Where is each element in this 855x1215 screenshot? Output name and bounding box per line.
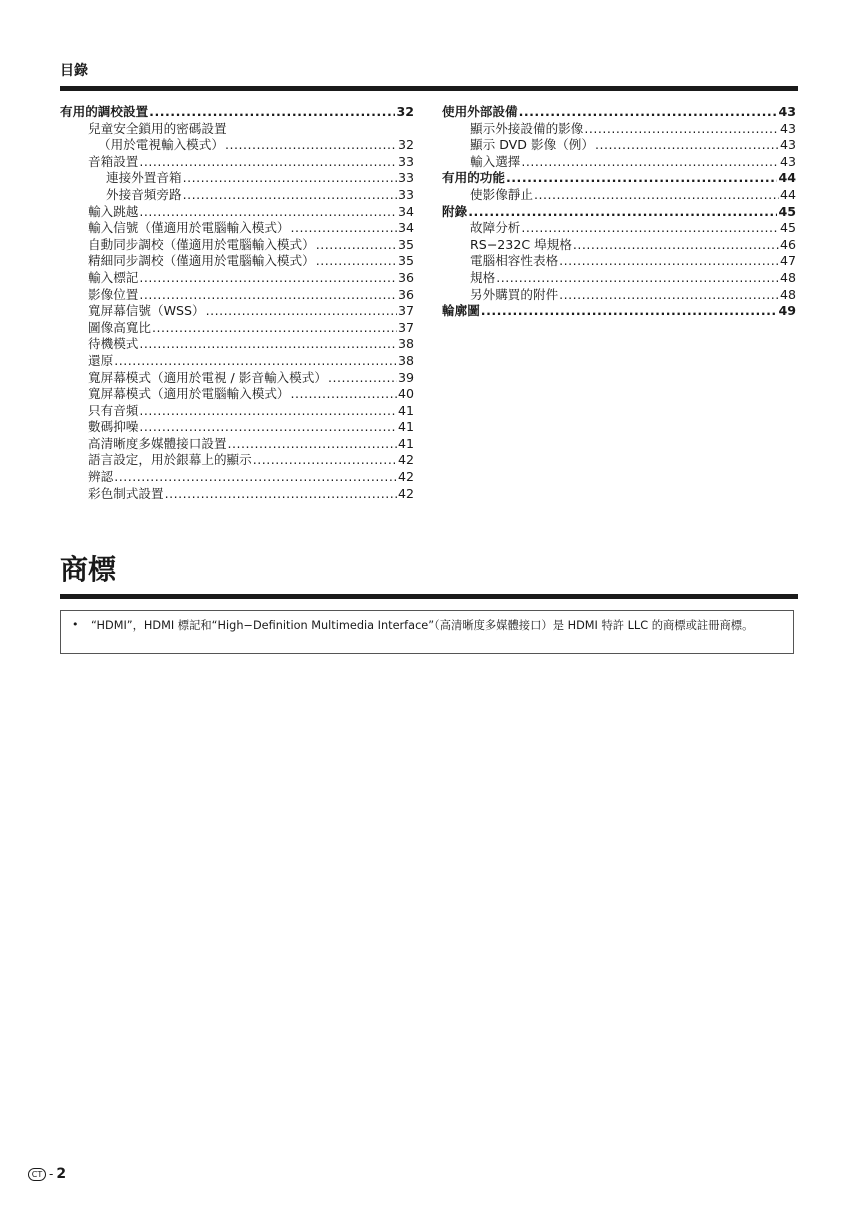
toc-entry-page: 48 bbox=[779, 286, 796, 302]
toc-entry-title: 辨認 bbox=[88, 469, 114, 485]
toc-entry-title: 寬屏幕模式（適用於電視 / 影音輸入模式） bbox=[88, 369, 327, 385]
trademark-heading: 商標 bbox=[60, 553, 117, 586]
toc-entry-title: 規格 bbox=[470, 269, 496, 285]
toc-entry-title: 彩色制式設置 bbox=[88, 485, 164, 501]
toc-entry-title: RS−232C 埠規格 bbox=[470, 236, 572, 252]
toc-dot-leader bbox=[139, 336, 397, 353]
toc-entry-page: 45 bbox=[778, 203, 796, 219]
toc-entry-page: 39 bbox=[397, 369, 414, 385]
toc-entry-title: 附錄 bbox=[442, 203, 468, 219]
page-footer bbox=[28, 1166, 66, 1182]
toc-entry[interactable] bbox=[442, 253, 796, 270]
header-rule bbox=[60, 86, 798, 91]
toc-entry-page: 44 bbox=[779, 186, 796, 202]
toc-entry-title: 數碼抑噪 bbox=[88, 419, 139, 435]
toc-section-entry[interactable] bbox=[442, 204, 796, 221]
toc-entry[interactable] bbox=[442, 220, 796, 237]
toc-entry-page: 34 bbox=[397, 203, 414, 219]
toc-dot-leader bbox=[584, 121, 779, 138]
toc-dot-leader bbox=[139, 270, 397, 287]
toc-dot-leader bbox=[183, 170, 397, 187]
toc-entry-page: 43 bbox=[779, 120, 796, 136]
trademark-text: “HDMI”，HDMI 標記和“High−Definition Multimedia Interface”（高清晰度多媒體接口）是 HDMI 特許 LLC 的商標或註冊商標。 bbox=[91, 619, 754, 632]
toc-entry-page: 33 bbox=[397, 170, 414, 186]
toc-dot-leader bbox=[253, 452, 397, 469]
toc-entry[interactable] bbox=[60, 270, 414, 287]
toc-entry[interactable] bbox=[442, 121, 796, 138]
toc-entry-title: （用於電視輸入模式） bbox=[98, 137, 224, 153]
toc-dot-leader bbox=[139, 403, 397, 420]
toc-dot-leader bbox=[165, 486, 397, 503]
toc-column-left bbox=[60, 104, 414, 502]
toc-dot-leader bbox=[559, 287, 779, 304]
toc-dot-leader bbox=[328, 370, 397, 387]
toc-section-entry[interactable] bbox=[60, 104, 414, 121]
toc-entry[interactable] bbox=[60, 353, 414, 370]
toc-entry[interactable] bbox=[60, 187, 414, 204]
toc-entry-page: 41 bbox=[397, 402, 414, 418]
toc-entry-title: 輸入跳越 bbox=[88, 203, 139, 219]
toc-dot-leader bbox=[573, 237, 779, 254]
toc-entry-title: 顯示 DVD 影像（例） bbox=[470, 137, 594, 153]
toc-entry-page: 42 bbox=[397, 452, 414, 468]
toc-entry[interactable] bbox=[60, 137, 414, 154]
toc-dot-leader bbox=[291, 386, 397, 403]
toc-entry-page: 47 bbox=[779, 253, 796, 269]
toc-dot-leader bbox=[496, 270, 779, 287]
footer-dash: - bbox=[49, 1167, 54, 1181]
toc-entry[interactable] bbox=[60, 303, 414, 320]
toc-dot-leader bbox=[139, 204, 397, 221]
toc-entry[interactable] bbox=[60, 370, 414, 387]
toc-entry[interactable] bbox=[60, 320, 414, 337]
toc-entry-page: 41 bbox=[397, 419, 414, 435]
toc-entry-title: 電腦相容性表格 bbox=[470, 253, 559, 269]
toc-section-entry[interactable] bbox=[442, 170, 796, 187]
toc-dot-leader bbox=[521, 220, 779, 237]
toc-entry-title: 語言設定，用於銀幕上的顯示 bbox=[88, 452, 252, 468]
page-number: 2 bbox=[56, 1166, 67, 1182]
toc-entry-title: 圖像高寬比 bbox=[88, 319, 151, 335]
toc-entry-title: 故障分析 bbox=[470, 220, 521, 236]
toc-entry-page: 36 bbox=[397, 286, 414, 302]
toc-entry[interactable] bbox=[442, 137, 796, 154]
toc-dot-leader bbox=[521, 154, 779, 171]
toc-entry-title: 輸入選擇 bbox=[470, 153, 521, 169]
toc-section-entry[interactable] bbox=[442, 303, 796, 320]
toc-entry-title: 待機模式 bbox=[88, 336, 139, 352]
toc-dot-leader bbox=[139, 419, 397, 436]
toc-entry[interactable] bbox=[60, 419, 414, 436]
toc-entry-title: 精細同步調校（僅適用於電腦輸入模式） bbox=[88, 253, 315, 269]
toc-dot-leader bbox=[316, 237, 397, 254]
toc-entry[interactable] bbox=[60, 287, 414, 304]
ct-language-badge-icon: CT bbox=[28, 1168, 46, 1181]
toc-entry-page: 38 bbox=[397, 336, 414, 352]
toc-title: 目錄 bbox=[60, 63, 88, 79]
toc-entry-page: 42 bbox=[397, 469, 414, 485]
toc-dot-leader bbox=[114, 469, 397, 486]
toc-dot-leader bbox=[534, 187, 779, 204]
toc-entry-page: 40 bbox=[397, 386, 414, 402]
toc-entry-page: 45 bbox=[779, 220, 796, 236]
toc-entry-title: 顯示外接設備的影像 bbox=[470, 120, 584, 136]
toc-entry-page: 33 bbox=[397, 186, 414, 202]
toc-entry-page: 43 bbox=[778, 104, 796, 119]
toc-dot-leader bbox=[506, 170, 778, 187]
toc-entry-page: 44 bbox=[778, 170, 796, 186]
toc-entry-page: 33 bbox=[397, 153, 414, 169]
toc-entry-page: 42 bbox=[397, 485, 414, 501]
toc-entry-title: 寬屏幕信號（WSS） bbox=[88, 303, 205, 319]
toc-entry[interactable] bbox=[60, 237, 414, 254]
toc-entry[interactable] bbox=[60, 204, 414, 221]
trademark-rule bbox=[60, 594, 798, 599]
toc-entry-page: 34 bbox=[397, 220, 414, 236]
toc-dot-leader bbox=[225, 137, 397, 154]
toc-entry[interactable] bbox=[60, 253, 414, 270]
toc-entry[interactable] bbox=[60, 452, 414, 469]
toc-entry-title: 使用外部設備 bbox=[442, 104, 518, 119]
toc-entry-page: 35 bbox=[397, 253, 414, 269]
toc-entry-page: 37 bbox=[397, 303, 414, 319]
toc-entry-title: 外接音頻旁路 bbox=[106, 186, 182, 202]
toc-dot-leader bbox=[114, 353, 397, 370]
toc-dot-leader bbox=[152, 320, 397, 337]
toc-entry-title: 連接外置音箱 bbox=[106, 170, 182, 186]
toc-entry-page: 48 bbox=[779, 269, 796, 285]
toc-entry-title: 有用的功能 bbox=[442, 170, 505, 186]
toc-dot-leader bbox=[559, 253, 779, 270]
toc-dot-leader bbox=[149, 104, 395, 121]
toc-dot-leader bbox=[481, 303, 778, 320]
toc-dot-leader bbox=[139, 154, 397, 171]
toc-column-right bbox=[442, 104, 796, 320]
toc-entry[interactable] bbox=[60, 486, 414, 503]
toc-entry[interactable] bbox=[60, 121, 414, 138]
toc-section-entry[interactable] bbox=[442, 104, 796, 121]
toc-entry-title: 輸入標記 bbox=[88, 269, 139, 285]
toc-dot-leader bbox=[206, 303, 397, 320]
toc-entry-page: 43 bbox=[779, 153, 796, 169]
toc-entry[interactable] bbox=[442, 187, 796, 204]
toc-entry-page: 49 bbox=[778, 303, 796, 319]
toc-entry-title: 高清晰度多媒體接口設置 bbox=[88, 435, 227, 451]
toc-entry-title: 輪廓圖 bbox=[442, 303, 480, 319]
toc-entry-page: 41 bbox=[397, 435, 414, 451]
toc-entry[interactable] bbox=[60, 386, 414, 403]
toc-entry[interactable] bbox=[442, 270, 796, 287]
toc-entry[interactable] bbox=[60, 154, 414, 171]
toc-dot-leader bbox=[316, 253, 397, 270]
toc-dot-leader bbox=[228, 436, 397, 453]
toc-entry-title: 影像位置 bbox=[88, 286, 139, 302]
toc-entry-title: 使影像靜止 bbox=[470, 186, 533, 202]
toc-entry[interactable] bbox=[60, 220, 414, 237]
toc-dot-leader bbox=[183, 187, 397, 204]
toc-entry-title: 有用的調校設置 bbox=[60, 104, 149, 119]
toc-entry[interactable] bbox=[442, 237, 796, 254]
toc-entry[interactable] bbox=[442, 287, 796, 304]
toc-entry-page: 46 bbox=[779, 236, 796, 252]
toc-entry-title: 音箱設置 bbox=[88, 153, 139, 169]
toc-entry-title: 輸入信號（僅適用於電腦輸入模式） bbox=[88, 220, 290, 236]
toc-dot-leader bbox=[291, 220, 397, 237]
toc-entry-title: 兒童安全鎖用的密碼設置 bbox=[88, 120, 227, 136]
toc-entry[interactable] bbox=[60, 469, 414, 486]
toc-dot-leader bbox=[468, 204, 777, 221]
toc-entry-title: 還原 bbox=[88, 352, 114, 368]
toc-entry-title: 自動同步調校（僅適用於電腦輸入模式） bbox=[88, 236, 315, 252]
toc-entry-title: 寬屏幕模式（適用於電腦輸入模式） bbox=[88, 386, 290, 402]
toc-entry-page: 32 bbox=[397, 137, 414, 153]
bullet-icon: • bbox=[72, 618, 79, 631]
toc-dot-leader bbox=[595, 137, 779, 154]
toc-entry[interactable] bbox=[60, 170, 414, 187]
toc-dot-leader bbox=[139, 287, 397, 304]
toc-entry-page: 36 bbox=[397, 269, 414, 285]
toc-entry-page: 35 bbox=[397, 236, 414, 252]
trademark-note-box bbox=[60, 610, 794, 654]
toc-entry-title: 只有音頻 bbox=[88, 402, 139, 418]
toc-dot-leader bbox=[519, 104, 778, 121]
toc-entry[interactable] bbox=[442, 154, 796, 171]
toc-entry-page: 43 bbox=[779, 137, 796, 153]
toc-entry[interactable] bbox=[60, 403, 414, 420]
toc-entry[interactable] bbox=[60, 336, 414, 353]
toc-entry-page: 37 bbox=[397, 319, 414, 335]
toc-entry-page: 38 bbox=[397, 352, 414, 368]
toc-entry-page: 32 bbox=[396, 104, 414, 119]
toc-entry[interactable] bbox=[60, 436, 414, 453]
toc-entry-title: 另外購買的附件 bbox=[470, 286, 559, 302]
